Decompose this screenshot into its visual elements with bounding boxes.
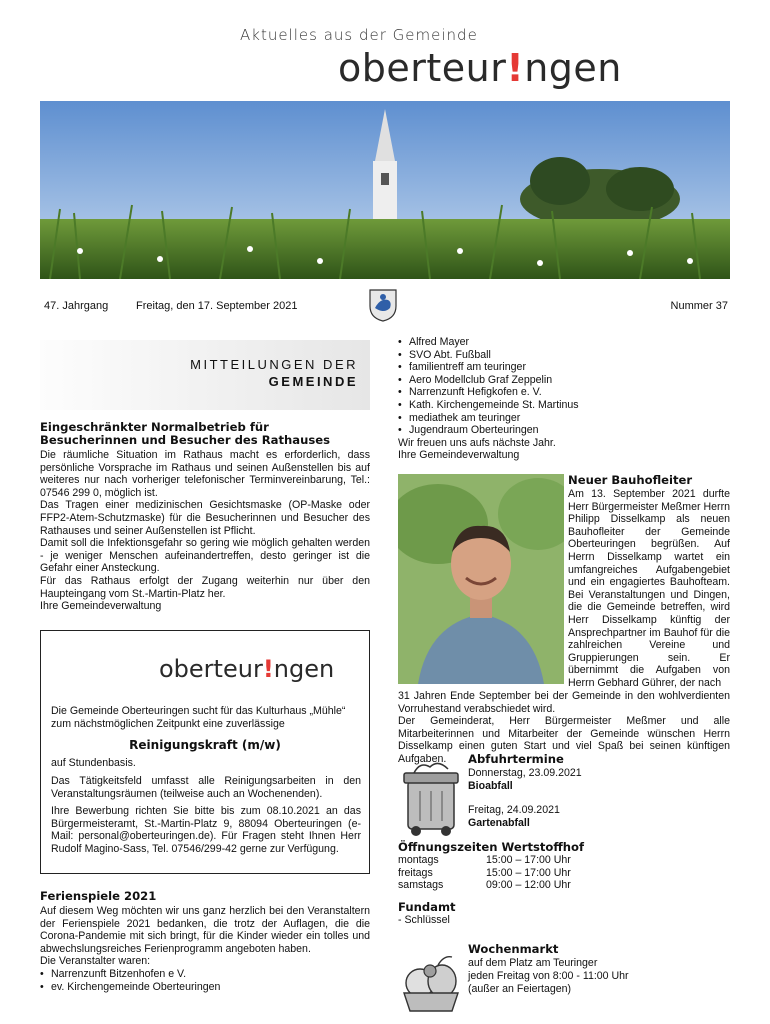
wertstoff-day: freitags [398,866,433,879]
job-basis: auf Stundenbasis. [51,757,136,769]
ferienspiele-thanks: Wir freuen uns aufs nächste Jahr. [398,436,556,449]
wochenmarkt-line-2: jeden Freitag von 8:00 - 11:00 Uhr [468,970,629,982]
wertstoff-day: samstags [398,879,444,892]
volume-label: 47. Jahrgang [44,300,109,312]
logo-post: ngen [524,46,622,90]
fundamt-heading: Fundamt [398,900,456,914]
job-logo-bang: ! [262,655,274,683]
list-item: • Aero Modellclub Graf Zeppelin [398,374,730,387]
bauhof-text-wide-1: 31 Jahren Ende September bei der Gemeinde in den wohlverdienten Vorruhestand verabschiedet wird. [398,690,730,715]
job-logo-pre: oberteur [159,655,263,683]
job-paragraph-2: Ihre Bewerbung richten Sie bitte bis zum 08.10.2021 an das Bürgermeisteramt, St.-Martin-Platz 9, 88094 Oberteuringen (e-Mail: personal@oberteuringen.de). Für Fragen steht Ihnen Herr Rudolf Magino-Sass, Tel. 07546/299-42 gerne zur Verfügung. [51,805,361,855]
wochenmarkt-heading: Wochenmarkt [468,942,559,956]
rathaus-signature: Ihre Gemeindeverwaltung [40,600,162,613]
fundamt-item: - Schlüssel [398,914,450,926]
bauhof-heading: Neuer Bauhofleiter [568,473,693,487]
abfuhr-date-2: Freitag, 24.09.2021 [468,804,560,816]
bauhof-text-wide-2: Der Gemeinderat, Herr Bürgermeister Meßmer und alle Mitarbeiterinnen und Mitarbeiter der Gemeinde wünschen Herrn Disselkamp einen guten Start und viel Spaß bei seinen künftigen Aufgaben. [398,715,730,765]
job-advertisement-box [40,630,370,874]
bauhofleiter-photo [398,474,564,684]
job-paragraph-1: Das Tätigkeitsfeld umfasst alle Reinigungsarbeiten in den Veranstaltungsräumen (teilweise auch an Wochenenden). [51,775,361,800]
job-title: Reinigungskraft (m/w) [129,738,281,752]
ferienspiele-heading: Ferienspiele 2021 [40,889,157,903]
ferienspiele-article [40,890,370,993]
wertstoffhof-section [398,841,730,892]
table-row [398,867,730,880]
ferienspiele-paragraph-1: Auf diesem Weg möchten wir uns ganz herzlich bei den Veranstaltern der Ferienspiele 2021 bedanken, die trotz der Auflagen, die die Corona-Pandemie mit sich bringt, für die Kinder wieder ein tolles und abwechslungsreiches Ferienprogramm angeboten haben. [40,905,370,955]
garbage-bin-icon [398,757,464,837]
church-meadow-illustration [40,101,730,279]
hero-church-image [40,101,730,279]
wochenmarkt-line-3: (außer an Feiertagen) [468,983,572,995]
abfuhr-type-1: Bioabfall [468,780,513,792]
rathaus-paragraph-1: Die räumliche Situation im Rathaus macht es erforderlich, dass persönliche Vorsprache im Rathaus und seinen Außenstellen bis auf weiteres nur nach vorheriger telefonischer Terminvereinbarung, Tel.: 07546 299 0, möglich ist. [40,449,370,499]
organizer-list-right [398,336,730,437]
list-item: • mediathek am teuringer [398,412,730,425]
abfuhr-type-2: Gartenabfall [468,817,530,829]
ferienspiele-paragraph-2: Die Veranstalter waren: [40,955,151,968]
ferienspiele-continuation [398,336,730,462]
fundamt-section [398,901,456,927]
abfuhr-heading: Abfuhrtermine [468,752,564,766]
masthead-tagline: Aktuelles aus der Gemeinde [240,26,478,44]
mitteilungen-title [190,356,358,390]
abfuhr-date-1: Donnerstag, 23.09.2021 [468,767,582,779]
job-logo-post: ngen [273,655,335,683]
table-row [398,879,730,892]
wertstoff-time: 09:00 – 12:00 Uhr [486,879,571,892]
list-item: • Alfred Mayer [398,336,730,349]
organizer-list-left [40,968,370,993]
wertstoff-time: 15:00 – 17:00 Uhr [486,866,571,879]
issue-date: Freitag, den 17. September 2021 [136,300,298,312]
bauhof-text-wide [398,690,730,766]
rathaus-heading: Eingeschränkter Normalbetrieb für Besucherinnen und Besucher des Rathauses [40,420,331,447]
list-item: • Narrenzunft Bitzenhofen e V. [40,968,370,981]
rathaus-paragraph-3: Damit soll die Infektionsgefahr so gering wie möglich gehalten werden - je weniger Menschen aufeinandertreffen, desto geringer ist die Gefahr einer Ansteckung. [40,537,370,575]
logo-bang: ! [506,46,525,90]
wochenmarkt-line-1: auf dem Platz am Teuringer [468,957,598,969]
wertstoffhof-heading: Öffnungszeiten Wertstoffhof [398,840,585,854]
issue-number: Nummer 37 [670,300,728,312]
mitteilungen-title-line2: GEMEINDE [268,374,358,389]
mitteilungen-title-line1: MITTEILUNGEN DER [190,357,358,372]
wertstoff-time: 15:00 – 17:00 Uhr [486,854,571,866]
list-item: • familientreff am teuringer [398,361,730,374]
list-item: • ev. Kirchengemeinde Oberteuringen [40,981,370,994]
job-intro: Die Gemeinde Oberteuringen sucht für das Kulturhaus „Mühle“ zum nächstmöglichen Zeitpunkt eine zuverlässige [51,705,346,730]
wertstoff-day: montags [398,854,439,866]
list-item: • SVO Abt. Fußball [398,349,730,362]
masthead-logo [338,46,622,90]
bauhof-text-narrow: Am 13. September 2021 durfte Herr Bürgermeister Meßmer Herrn Philipp Disselkamp als neuen Bauhofleiter der Gemeinde Oberteuringen begrüßen. Auf Herrn Disselkamp wartet ein umfangreiches Aufgabengebiet und ein engagiertes Bauhofteam. Bei Veranstaltungen und Dingen, die die Gemeinde betreffen, wird Herr Disselkamp künftig der Ansprechpartner im Bauhof für die zahlreichen Vereine und Gruppierungen sein. Er übernimmt die Aufgaben von Herrn Gebhard Gührer, der nach [568,488,730,689]
job-logo [159,655,334,683]
ferienspiele-signature: Ihre Gemeindeverwaltung [398,449,520,462]
mitteilungen-header-box [40,340,370,410]
rathaus-article [40,421,370,613]
fruit-basket-icon [398,943,464,1015]
rathaus-paragraph-2: Das Tragen einer medizinischen Gesichtsmaske (OP-Maske oder FFP2-Atem-Schutzmaske) für die Besucherinnen und Besucher des Rathauses und seiner Außenstellen ist Pflicht. [40,499,370,537]
list-item: • Kath. Kirchengemeinde St. Martinus [398,399,730,412]
list-item: • Jugendraum Oberteuringen [398,424,730,437]
rathaus-paragraph-4: Für das Rathaus erfolgt der Zugang weiterhin nur über den Haupteingang vom St.-Martin-Platz her. [40,574,370,600]
table-row [398,854,730,867]
list-item: • Narrenzunft Hefigkofen e. V. [398,386,730,399]
municipal-crest-icon [368,288,398,322]
logo-pre: oberteur [338,46,507,90]
